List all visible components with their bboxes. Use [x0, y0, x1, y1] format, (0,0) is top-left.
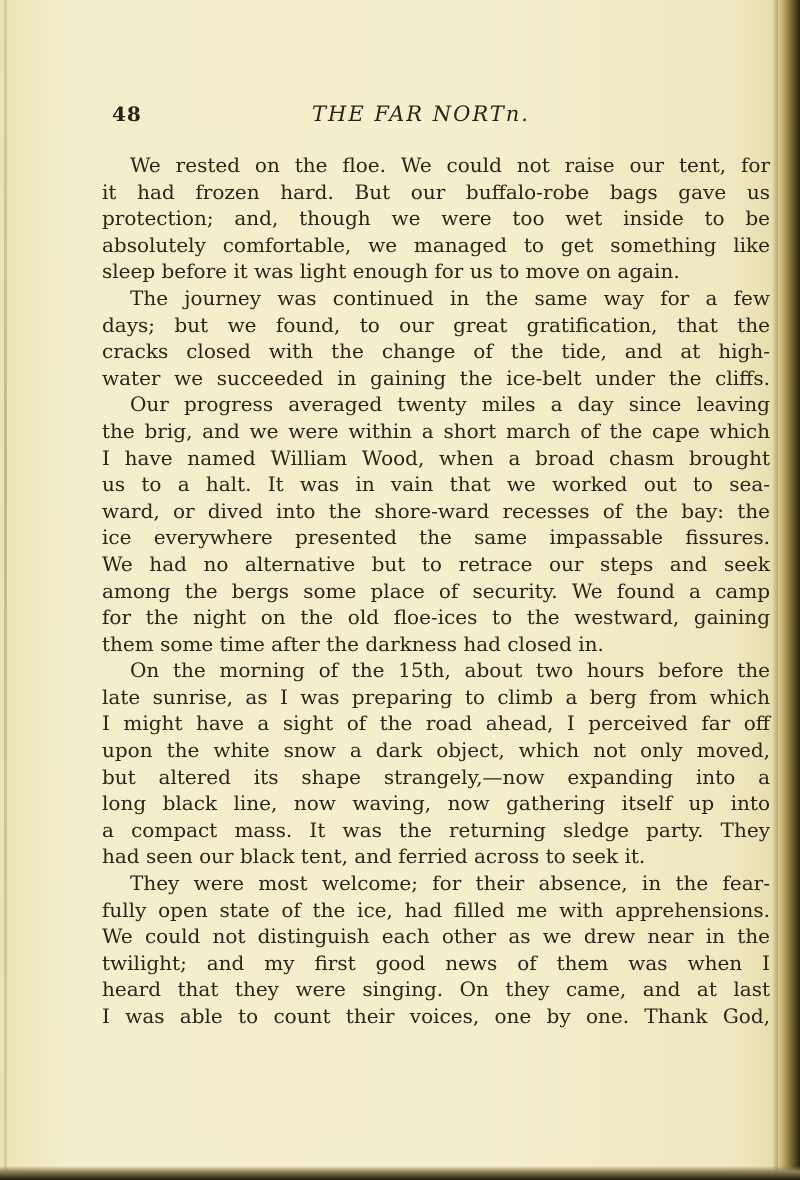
text-line: a compact mass. It was the returning sledge party. They — [102, 817, 770, 842]
text-line: had seen our black tent, and ferried across to seek it. — [102, 844, 646, 869]
text-line: absolutely comfortable, we managed to get something like — [102, 232, 770, 257]
book-binding — [776, 0, 800, 1180]
text-line: the brig, and we were within a short march of the cape which — [102, 418, 770, 443]
text-line: We had no alternative but to retrace our steps and seek — [102, 551, 770, 576]
text-line: days; but we found, to our great gratification, that the — [102, 312, 770, 337]
text-line: fully open state of the ice, had filled me with apprehensions. — [102, 897, 770, 922]
body-text — [102, 152, 770, 1030]
text-line: but altered its shape strangely,—now expanding into a — [102, 764, 770, 789]
text-line: late sunrise, as I was preparing to climb a berg from which — [102, 684, 770, 709]
text-line: sleep before it was light enough for us to move on again. — [102, 259, 680, 284]
text-line: them some time after the darkness had closed in. — [102, 631, 604, 656]
page-header — [0, 84, 800, 124]
text-line: long black line, now waving, now gathering itself up into — [102, 791, 770, 816]
page-bottom-edge — [0, 1166, 800, 1180]
running-title: THE FAR NORTn. — [312, 102, 530, 126]
text-line: We could not distinguish each other as we drew near in the — [102, 924, 770, 949]
text-line: I have named William Wood, when a broad chasm brought — [102, 445, 770, 470]
text-line: We rested on the floe. We could not raise our tent, for — [130, 153, 770, 177]
text-line: for the night on the old floe-ices to the westward, gaining — [102, 605, 770, 630]
page-number: 48 — [112, 102, 142, 126]
text-line: us to a halt. It was in vain that we worked out to sea- — [102, 472, 770, 497]
text-line: cracks closed with the change of the tide, and at high- — [102, 339, 770, 364]
text-line: Our progress averaged twenty miles a day since leaving — [130, 392, 770, 417]
text-line: water we succeeded in gaining the ice-belt under the cliffs. — [102, 365, 770, 390]
text-line: They were most welcome; for their absence, in the fear- — [130, 871, 770, 896]
text-line: it had frozen hard. But our buffalo-robe bags gave us — [102, 179, 770, 204]
text-line: twilight; and my first good news of them was when I — [102, 950, 770, 975]
text-line: among the bergs some place of security. We found a camp — [102, 578, 770, 603]
text-line: The journey was continued in the same way for a few — [130, 285, 770, 310]
text-line: ice everywhere presented the same impassable fissures. — [102, 525, 770, 550]
text-line: heard that they were singing. On they came, and at last — [102, 977, 770, 1002]
text-line: protection; and, though we were too wet inside to be — [102, 206, 770, 231]
text-line: I might have a sight of the road ahead, I perceived far off — [102, 711, 770, 736]
text-line: ward, or dived into the shore-ward recesses of the bay: the — [102, 498, 770, 523]
page-left-edge — [4, 0, 7, 1180]
text-line: upon the white snow a dark object, which not only moved, — [102, 738, 770, 763]
text-line: On the morning of the 15th, about two hours before the — [130, 658, 770, 683]
text-line: I was able to count their voices, one by one. Thank God, — [102, 1004, 770, 1028]
